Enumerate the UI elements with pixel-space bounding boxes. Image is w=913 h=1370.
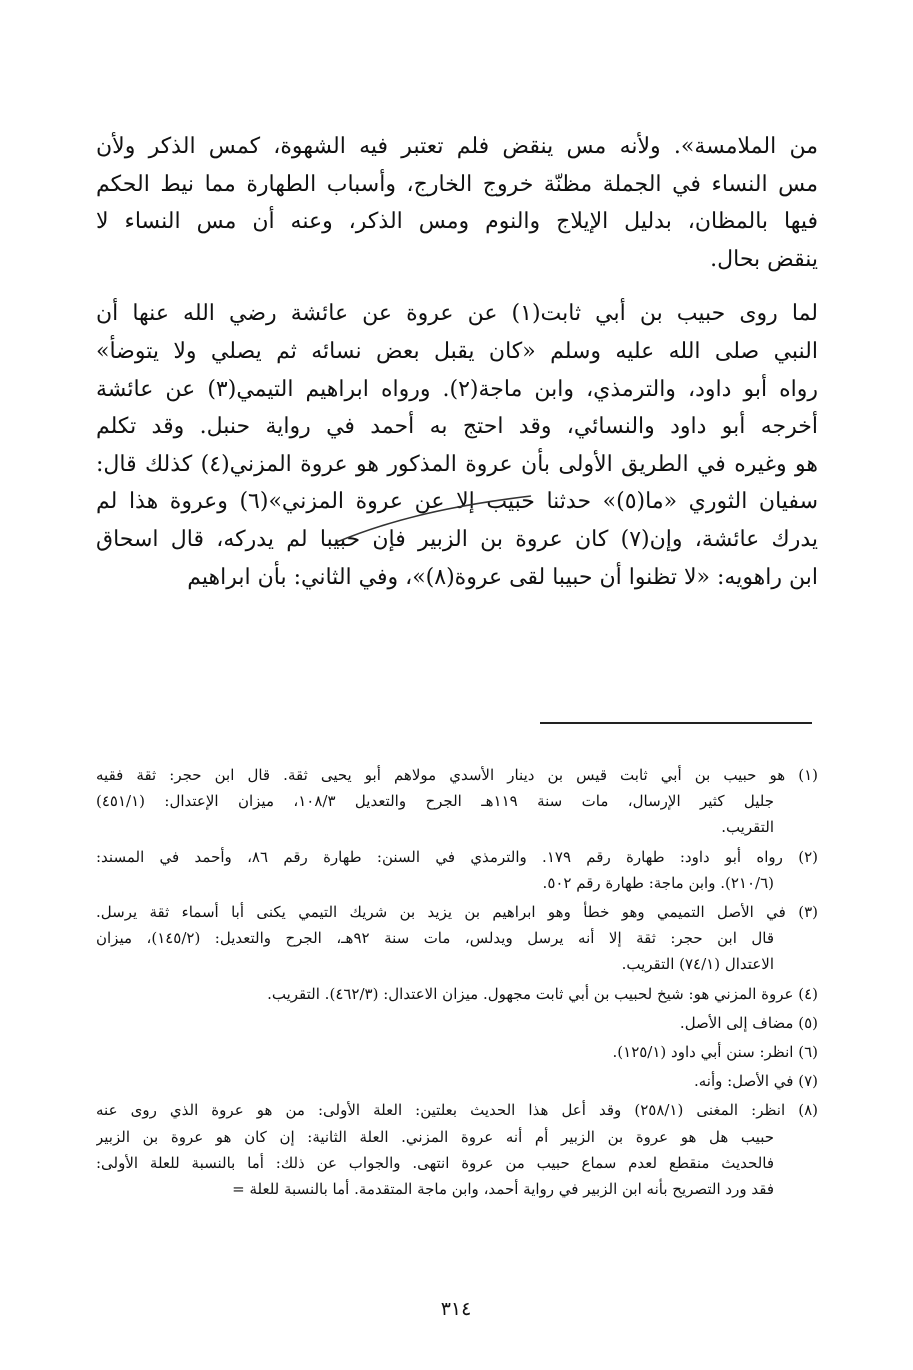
footnote bbox=[96, 899, 818, 978]
text-line: من الملامسة». ولأنه مس ينقض فلم تعتبر فيه الشهوة، كمس الذكر ولأن bbox=[96, 134, 818, 159]
footnote-line: (٤) عروة المزني هو: شيخ لحبيب بن أبي ثابت مجهول. ميزان الاعتدال: (٤٦٢/٣). التقريب. bbox=[267, 984, 818, 1003]
main-text-body bbox=[96, 128, 818, 596]
text-line: سفيان الثوري «ما(٥)» حدثنا حبيب إلا عن عروة المزني»(٦) وعروة هذا لم bbox=[96, 489, 818, 515]
footnote bbox=[96, 1097, 818, 1202]
footnote-line: (١) هو حبيب بن أبي ثابت قيس بن دينار الأسدي مولاهم أبو يحيى ثقة. قال ابن حجر: ثقة فقيه bbox=[96, 766, 818, 784]
footnote-line: قال ابن حجر: ثقة إلا أنه يرسل ويدلس، مات سنة ٩٢هـ، الجرح والتعديل: (١٤٥/٢)، ميزان bbox=[96, 929, 774, 948]
footnote-line: حبيب هل هو عروة بن الزبير أم أنه عروة المزني. العلة الثانية: إن كان هو عروة بن الزبير bbox=[96, 1127, 774, 1146]
footnote-line: التقريب. bbox=[721, 818, 774, 837]
text-line: فيها بالمظان، بدليل الإيلاج والنوم ومس الذكر، وعنه أن مس النساء لا bbox=[96, 209, 818, 235]
footnotes-section bbox=[96, 762, 818, 1205]
page-number: ٣١٤ bbox=[440, 1298, 472, 1320]
footnote-line: (٥) مضاف إلى الأصل. bbox=[679, 1013, 818, 1032]
footnote-line: (٦) انظر: سنن أبي داود (١٢٥/١). bbox=[612, 1043, 818, 1062]
text-line: ابن راهويه: «لا تظنوا أن حبيبا لقى عروة(٨)»، وفي الثاني: بأن ابراهيم bbox=[187, 564, 818, 590]
footnote-line: جليل كثير الإرسال، مات سنة ١١٩هـ الجرح والتعديل ١٠٨/٣، ميزان الإعتدال: (٤٥١/١) bbox=[96, 792, 774, 811]
text-line: يدرك عائشة، وإن(٧) كان عروة بن الزبير فإن حبيبا لم يدركه، قال اسحاق bbox=[96, 526, 818, 552]
text-line: لما روى حبيب بن أبي ثابت(١) عن عروة عن عائشة رضي الله عنها أن bbox=[96, 301, 818, 327]
footnote-line: (٧) في الأصل: وأنه. bbox=[693, 1072, 818, 1091]
paragraph bbox=[96, 295, 818, 596]
text-line: هو وغيره في الطريق الأولى بأن عروة المذكور هو عروة المزني(٤) كذلك قال: bbox=[96, 451, 818, 477]
text-line: رواه أبو داود، والترمذي، وابن ماجة(٢). ورواه ابراهيم التيمي(٣) عن عائشة bbox=[96, 376, 818, 402]
footnote-line: (٣) في الأصل التميمي وهو خطأ وهو ابراهيم بن يزيد بن شريك التيمي يكنى أبا أسماء ثقة يرسل. bbox=[96, 903, 818, 922]
text-line: ينقض بحال. bbox=[710, 246, 818, 272]
footnote-line: فالحديث منقطع لعدم سماع حبيب من عروة انتهى. والجواب عن ذلك: أما بالنسبة للعلة الأولى: bbox=[96, 1153, 774, 1172]
footnote-separator bbox=[540, 722, 812, 724]
footnote bbox=[96, 762, 818, 841]
footnote-line: الاعتدال (٧٤/١) التقريب. bbox=[621, 955, 774, 974]
footnote-line: (٢) رواه أبو داود: طهارة رقم ١٧٩. والترمذي في السنن: طهارة رقم ٨٦، وأحمد في المسند: bbox=[96, 847, 818, 866]
paragraph bbox=[96, 128, 818, 278]
footnote bbox=[96, 844, 818, 896]
footnote bbox=[96, 1039, 818, 1065]
text-line: مس النساء في الجملة مظنّة خروج الخارج، وأسباب الطهارة مما نيط الحكم bbox=[96, 171, 818, 197]
footnote bbox=[96, 1010, 818, 1036]
text-line: النبي صلى الله عليه وسلم «كان يقبل بعض نسائه ثم يصلي ولا يتوضأ» bbox=[96, 338, 818, 364]
text-line: أخرجه أبو داود والنسائي، وقد احتج به أحمد في رواية حنبل. وقد تكلم bbox=[96, 414, 818, 440]
footnote-line: (٢١٠/٦). وابن ماجة: طهارة رقم ٥٠٢. bbox=[542, 873, 774, 892]
footnote-line: فقد ورد التصريح بأنه ابن الزبير في رواية أحمد، وابن ماجة المتقدمة. أما بالنسبة للعلة = bbox=[232, 1180, 774, 1199]
footnote bbox=[96, 981, 818, 1007]
footnote bbox=[96, 1068, 818, 1094]
footnote-line: (٨) انظر: المغنى (٢٥٨/١) وقد أعل هذا الحديث بعلتين: العلة الأولى: من هو عروة الذي روى عنه bbox=[96, 1101, 818, 1120]
